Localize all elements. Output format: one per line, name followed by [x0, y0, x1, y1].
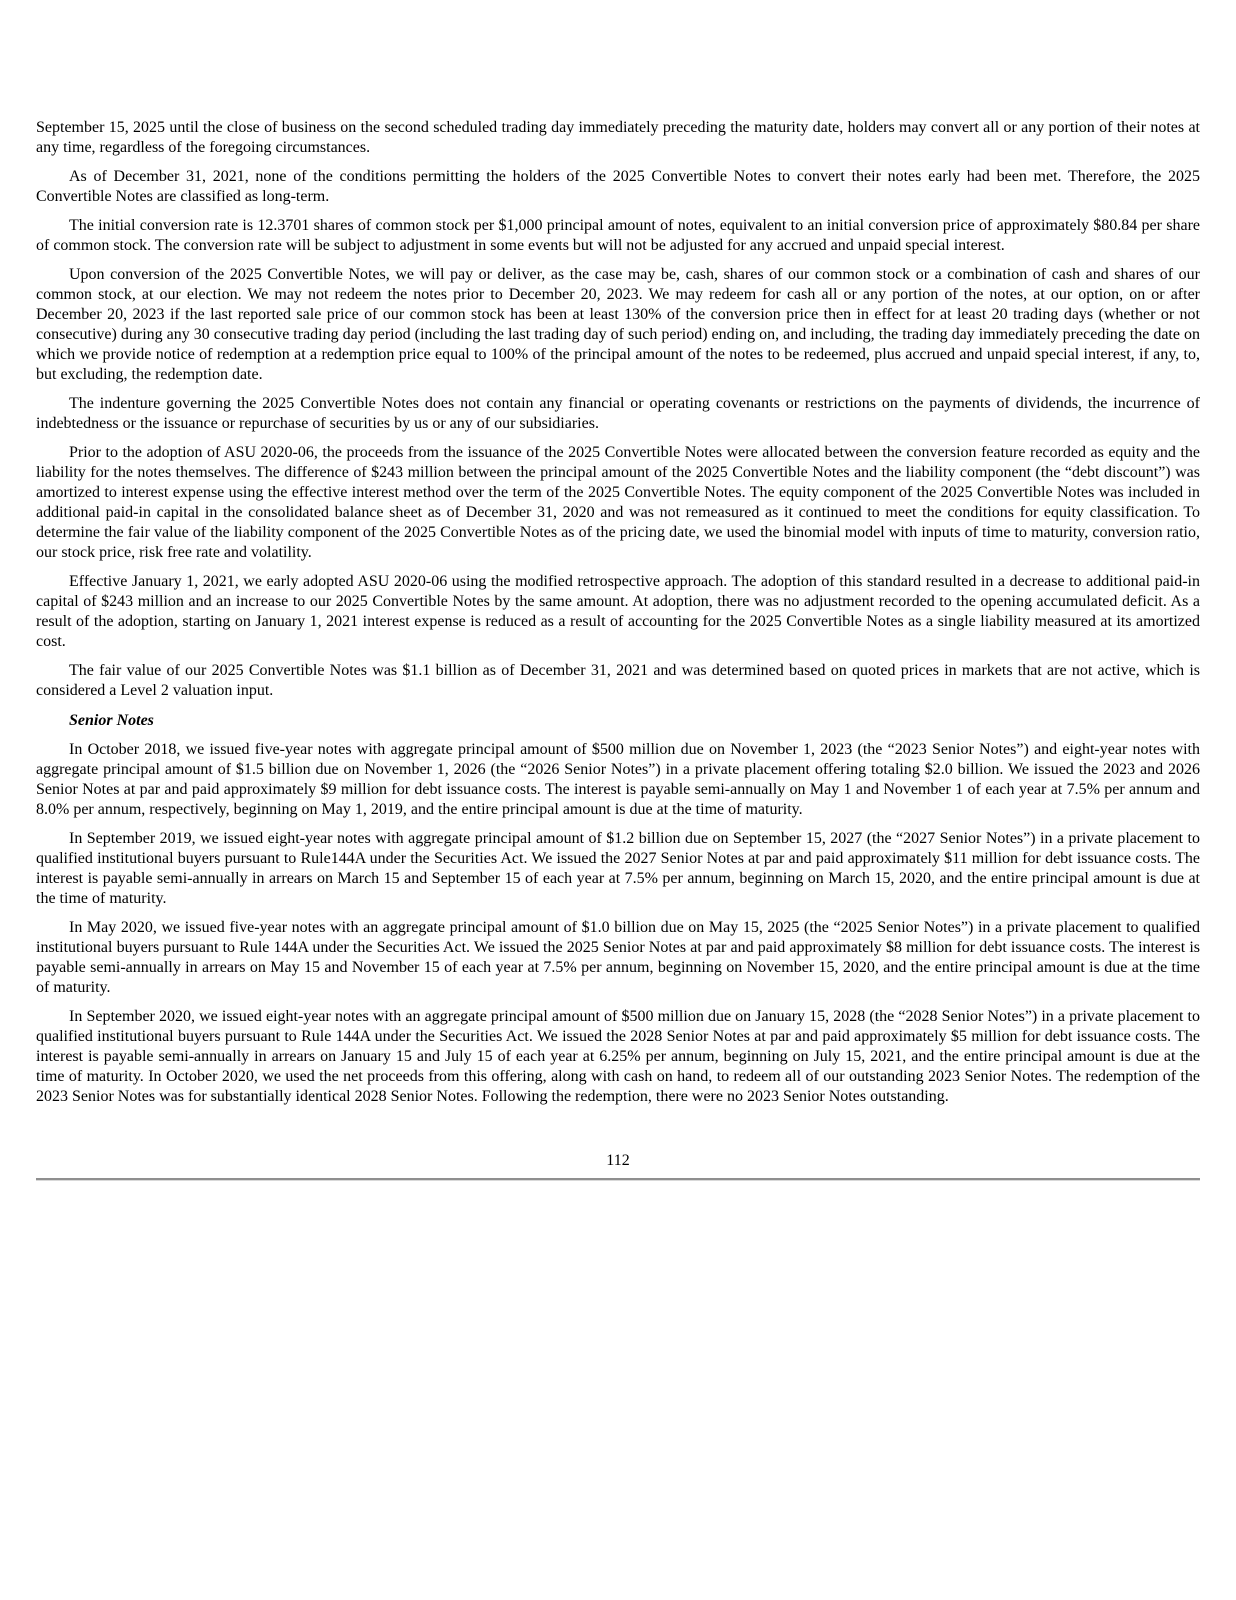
paragraph: Effective January 1, 2021, we early adopted ASU 2020-06 using the modified retrospective approach. The adoption of this standard resulted in a decrease to additional paid-in capital of $243 million and an increase to our 2025 Convertible Notes by the same amount. At adoption, there was no adjustment recorded to the opening accumulated deficit. As a result of the adoption, starting on January 1, 2021 interest expense is reduced as a result of accounting for the 2025 Convertible Notes as a single liability measured at its amortized cost.	[36, 573, 1200, 650]
paragraph: In September 2019, we issued eight-year notes with aggregate principal amount of $1.2 billion due on September 15, 2027 (the “2027 Senior Notes”) in a private placement to qualified institutional buyers pursuant to Rule144A under the Securities Act. We issued the 2027 Senior Notes at par and paid approximately $11 million for debt issuance costs. The interest is payable semi-annually in arrears on March 15 and September 15 of each year at 7.5% per annum, beginning on March 15, 2020, and the entire principal amount is due at the time of maturity.	[36, 830, 1200, 907]
paragraph: September 15, 2025 until the close of business on the second scheduled trading day immediately preceding the maturity date, holders may convert all or any portion of their notes at any time, regardless of the foregoing circumstances.	[36, 119, 1200, 156]
paragraph: In September 2020, we issued eight-year notes with an aggregate principal amount of $500 million due on January 15, 2028 (the “2028 Senior Notes”) in a private placement to qualified institutional buyers pursuant to Rule 144A under the Securities Act. We issued the 2028 Senior Notes at par and paid approximately $5 million for debt issuance costs. The interest is payable semi-annually in arrears on January 15 and July 15 of each year at 6.25% per annum, beginning on July 15, 2021, and the entire principal amount is due at the time of maturity. In October 2020, we used the net proceeds from this offering, along with cash on hand, to redeem all of our outstanding 2023 Senior Notes. The redemption of the 2023 Senior Notes was for substantially identical 2028 Senior Notes. Following the redemption, there were no 2023 Senior Notes outstanding.	[36, 1008, 1200, 1105]
paragraph: In May 2020, we issued five-year notes with an aggregate principal amount of $1.0 billion due on May 15, 2025 (the “2025 Senior Notes”) in a private placement to qualified institutional buyers pursuant to Rule 144A under the Securities Act. We issued the 2025 Senior Notes at par and paid approximately $8 million for debt issuance costs. The interest is payable semi-annually in arrears on May 15 and November 15 of each year at 7.5% per annum, beginning on November 15, 2020, and the entire principal amount is due at the time of maturity.	[36, 919, 1200, 996]
paragraph: In October 2018, we issued five-year notes with aggregate principal amount of $500 million due on November 1, 2023 (the “2023 Senior Notes”) and eight-year notes with aggregate principal amount of $1.5 billion due on November 1, 2026 (the “2026 Senior Notes”) in a private placement offering totaling $2.0 billion. We issued the 2023 and 2026 Senior Notes at par and paid approximately $9 million for debt issuance costs. The interest is payable semi-annually on May 1 and November 1 of each year at 7.5% per annum and 8.0% per annum, respectively, beginning on May 1, 2019, and the entire principal amount is due at the time of maturity.	[36, 741, 1200, 818]
section-heading-senior-notes: Senior Notes	[69, 712, 154, 729]
paragraph: Prior to the adoption of ASU 2020-06, the proceeds from the issuance of the 2025 Convertible Notes were allocated between the conversion feature recorded as equity and the liability for the notes themselves. The difference of $243 million between the principal amount of the 2025 Convertible Notes and the liability component (the “debt discount”) was amortized to interest expense using the effective interest method over the term of the 2025 Convertible Notes. The equity component of the 2025 Convertible Notes was included in additional paid-in capital in the consolidated balance sheet as of December 31, 2020 and was not remeasured as it continued to meet the conditions for equity classification. To determine the fair value of the liability component of the 2025 Convertible Notes as of the pricing date, we used the binomial model with inputs of time to maturity, conversion ratio, our stock price, risk free rate and volatility.	[36, 444, 1200, 561]
document-page	[36, 118, 1200, 1180]
paragraph: The initial conversion rate is 12.3701 shares of common stock per $1,000 principal amount of notes, equivalent to an initial conversion price of approximately $80.84 per share of common stock. The conversion rate will be subject to adjustment in some events but will not be adjusted for any accrued and unpaid special interest.	[36, 217, 1200, 254]
paragraph: The indenture governing the 2025 Convertible Notes does not contain any financial or operating covenants or restrictions on the payments of dividends, the incurrence of indebtedness or the issuance or repurchase of securities by us or any of our subsidiaries.	[36, 395, 1200, 432]
page-number: 112	[606, 1152, 630, 1169]
paragraph: Upon conversion of the 2025 Convertible Notes, we will pay or deliver, as the case may be, cash, shares of our common stock or a combination of cash and shares of our common stock, at our election. We may not redeem the notes prior to December 20, 2023. We may redeem for cash all or any portion of the notes, at our option, on or after December 20, 2023 if the last reported sale price of our common stock has been at least 130% of the conversion price then in effect for at least 20 trading days (whether or not consecutive) during any 30 consecutive trading day period (including the last trading day of such period) ending on, and including, the trading day immediately preceding the date on which we provide notice of redemption at a redemption price equal to 100% of the principal amount of the notes to be redeemed, plus accrued and unpaid special interest, if any, to, but excluding, the redemption date.	[36, 266, 1200, 383]
paragraph: The fair value of our 2025 Convertible Notes was $1.1 billion as of December 31, 2021 and was determined based on quoted prices in markets that are not active, which is considered a Level 2 valuation input.	[36, 662, 1200, 699]
footer-divider	[36, 1178, 1200, 1180]
paragraph: As of December 31, 2021, none of the conditions permitting the holders of the 2025 Convertible Notes to convert their notes early had been met. Therefore, the 2025 Convertible Notes are classified as long-term.	[36, 168, 1200, 205]
